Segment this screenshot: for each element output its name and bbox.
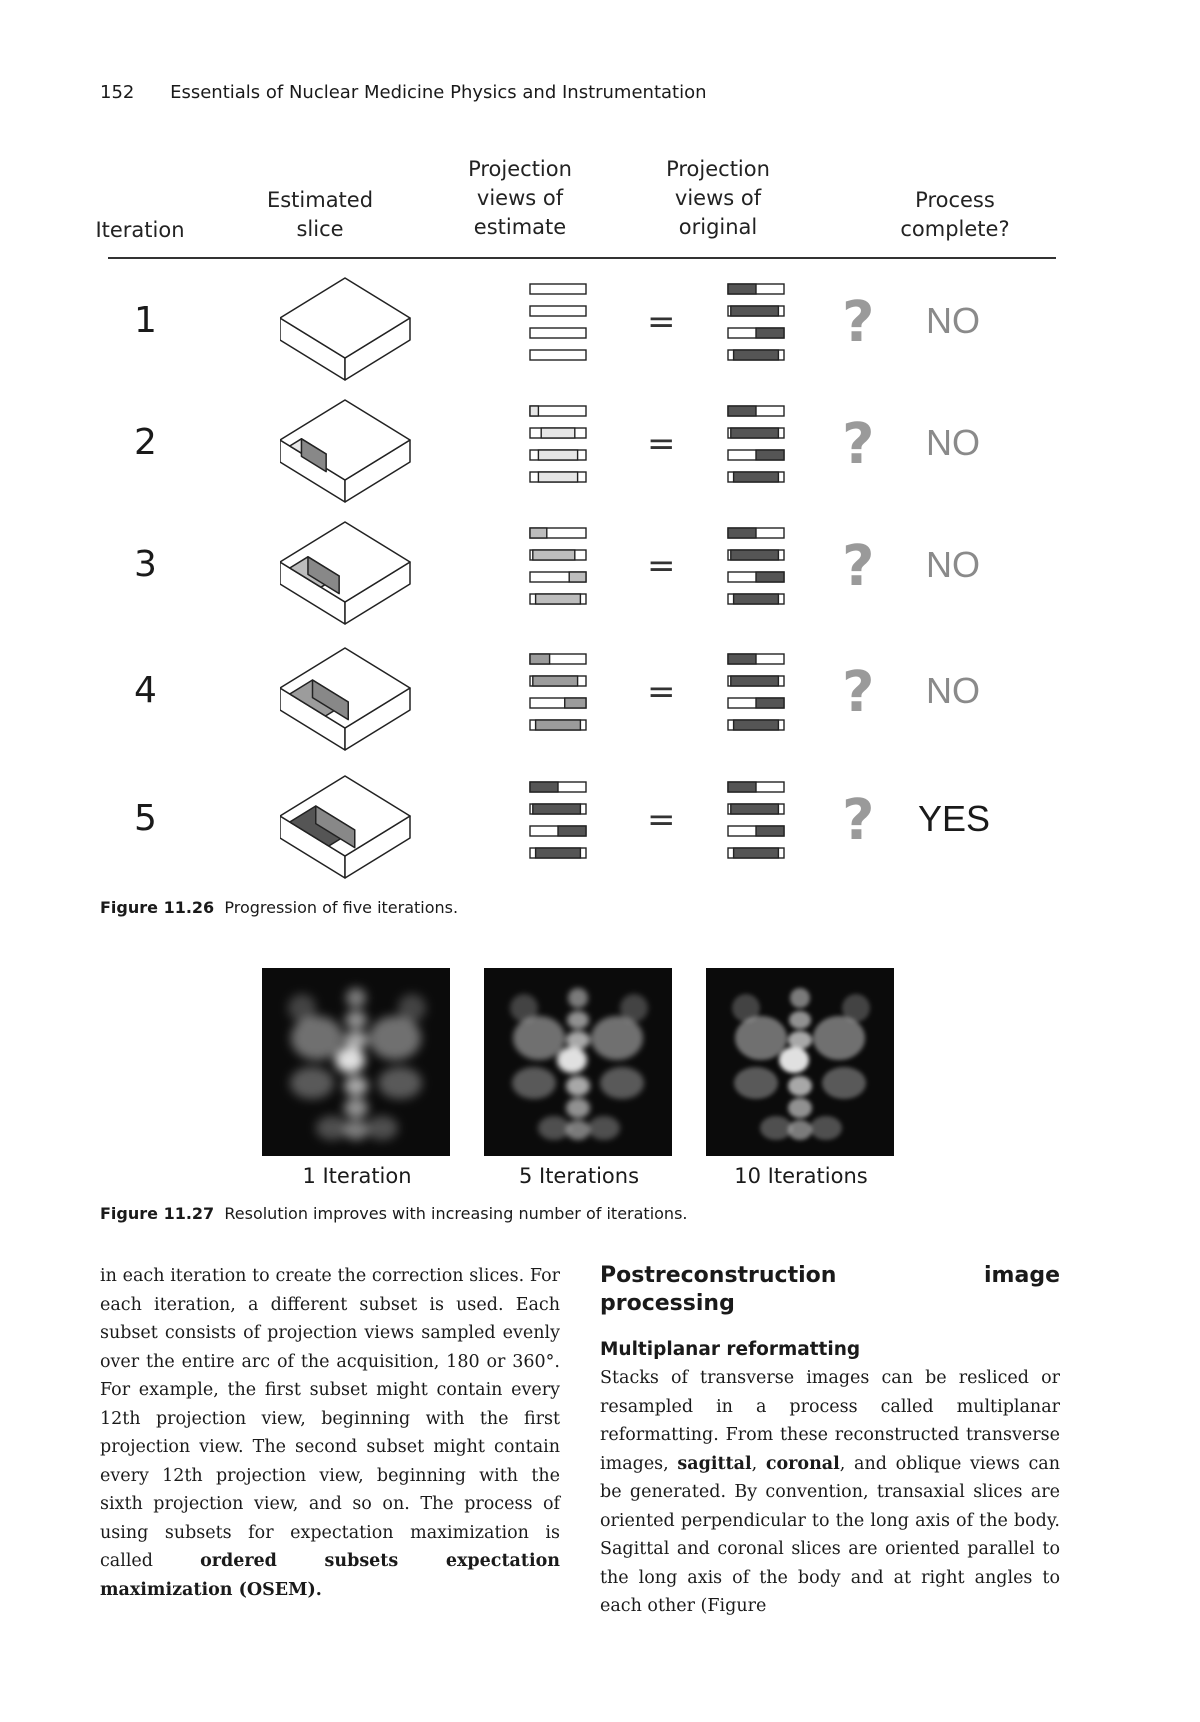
header-process-complete: Process complete? <box>900 188 1010 241</box>
equals-sign: = <box>647 546 676 586</box>
question-mark: ? <box>842 660 875 725</box>
question-mark: ? <box>842 412 875 477</box>
paragraph: Stacks of transverse images can be resliced or resampled in a process called multiplanar reformatting. From these reconstructed transverse images, sagittal, coronal, and oblique views can be generated. By convention, transaxial slices are oriented perpendicular to the long axis of the body. Sagittal and coronal slices are oriented parallel to the long axis of the body and at right angles to each other (Figure <box>600 1368 1060 1616</box>
book-title: Essentials of Nuclear Medicine Physics and Instrumentation <box>170 82 707 103</box>
projection-estimate-bars <box>528 280 592 368</box>
projection-original-bars <box>726 280 790 368</box>
projection-original-bars <box>726 402 790 490</box>
estimated-slice-drawing <box>280 398 420 508</box>
equals-sign: = <box>647 424 676 464</box>
figure-11-27 <box>262 968 902 1208</box>
body-right-column <box>600 1262 1060 1621</box>
estimated-slice-drawing <box>280 520 420 630</box>
spect-image <box>706 968 894 1156</box>
figure-11-26-caption: Figure 11.26 Progression of five iterations. <box>100 898 459 917</box>
equals-sign: = <box>647 302 676 342</box>
process-complete-answer: YES <box>918 798 991 839</box>
header-iteration: Iteration <box>95 218 185 242</box>
process-complete-answer: NO <box>926 544 980 585</box>
image-label: 1 Iteration <box>302 1164 412 1188</box>
equals-sign: = <box>647 672 676 712</box>
iteration-number: 5 <box>134 798 157 839</box>
header-projection-estimate: Projection views of estimate <box>468 157 572 239</box>
page-number: 152 <box>100 82 135 103</box>
process-complete-answer: NO <box>926 670 980 711</box>
header-estimated-slice: Estimated slice <box>266 188 374 241</box>
spect-images <box>262 968 902 1158</box>
estimated-slice-drawing <box>280 646 420 756</box>
header-rule <box>108 257 1056 259</box>
subsection-heading: Multiplanar reformatting <box>600 1339 861 1360</box>
projection-original-bars <box>726 524 790 612</box>
header-projection-original: Projection views of original <box>666 157 770 239</box>
question-mark: ? <box>842 290 875 355</box>
estimated-slice-drawing <box>280 276 420 386</box>
iteration-number: 4 <box>134 670 157 711</box>
image-label: 10 Iterations <box>734 1164 868 1188</box>
process-complete-answer: NO <box>926 300 980 341</box>
projection-estimate-bars <box>528 524 592 612</box>
iteration-number: 1 <box>134 300 157 341</box>
projection-estimate-bars <box>528 402 592 490</box>
spect-image <box>262 968 450 1156</box>
figure-11-26 <box>95 150 1060 880</box>
running-head <box>100 82 707 103</box>
projection-original-bars <box>726 650 790 738</box>
figure-11-27-caption: Figure 11.27 Resolution improves with increasing number of iterations. <box>100 1204 688 1223</box>
paragraph: in each iteration to create the correction slices. For each iteration, a different subset is used. Each subset consists of projection views sampled evenly over the entire arc of the acquisition, 180 or 360°. For example, the first subset might contain every 12th projection view, beginning with the first projection view. The second subset might contain every 12th projection view, beginning with the sixth projection view, and so on. The process of using subsets for expectation maximization is called ordered subsets expectation maximization (OSEM). <box>100 1266 560 1600</box>
body-left-column <box>100 1262 560 1604</box>
question-mark: ? <box>842 534 875 599</box>
iteration-number: 2 <box>134 422 157 463</box>
section-heading: Postreconstruction image processing <box>600 1263 1060 1316</box>
projection-original-bars <box>726 778 790 866</box>
process-complete-answer: NO <box>926 422 980 463</box>
equals-sign: = <box>647 800 676 840</box>
projection-estimate-bars <box>528 650 592 738</box>
estimated-slice-drawing <box>280 774 420 884</box>
image-label: 5 Iterations <box>518 1164 640 1188</box>
iteration-number: 3 <box>134 544 157 585</box>
spect-image <box>484 968 672 1156</box>
projection-estimate-bars <box>528 778 592 866</box>
question-mark: ? <box>842 788 875 853</box>
